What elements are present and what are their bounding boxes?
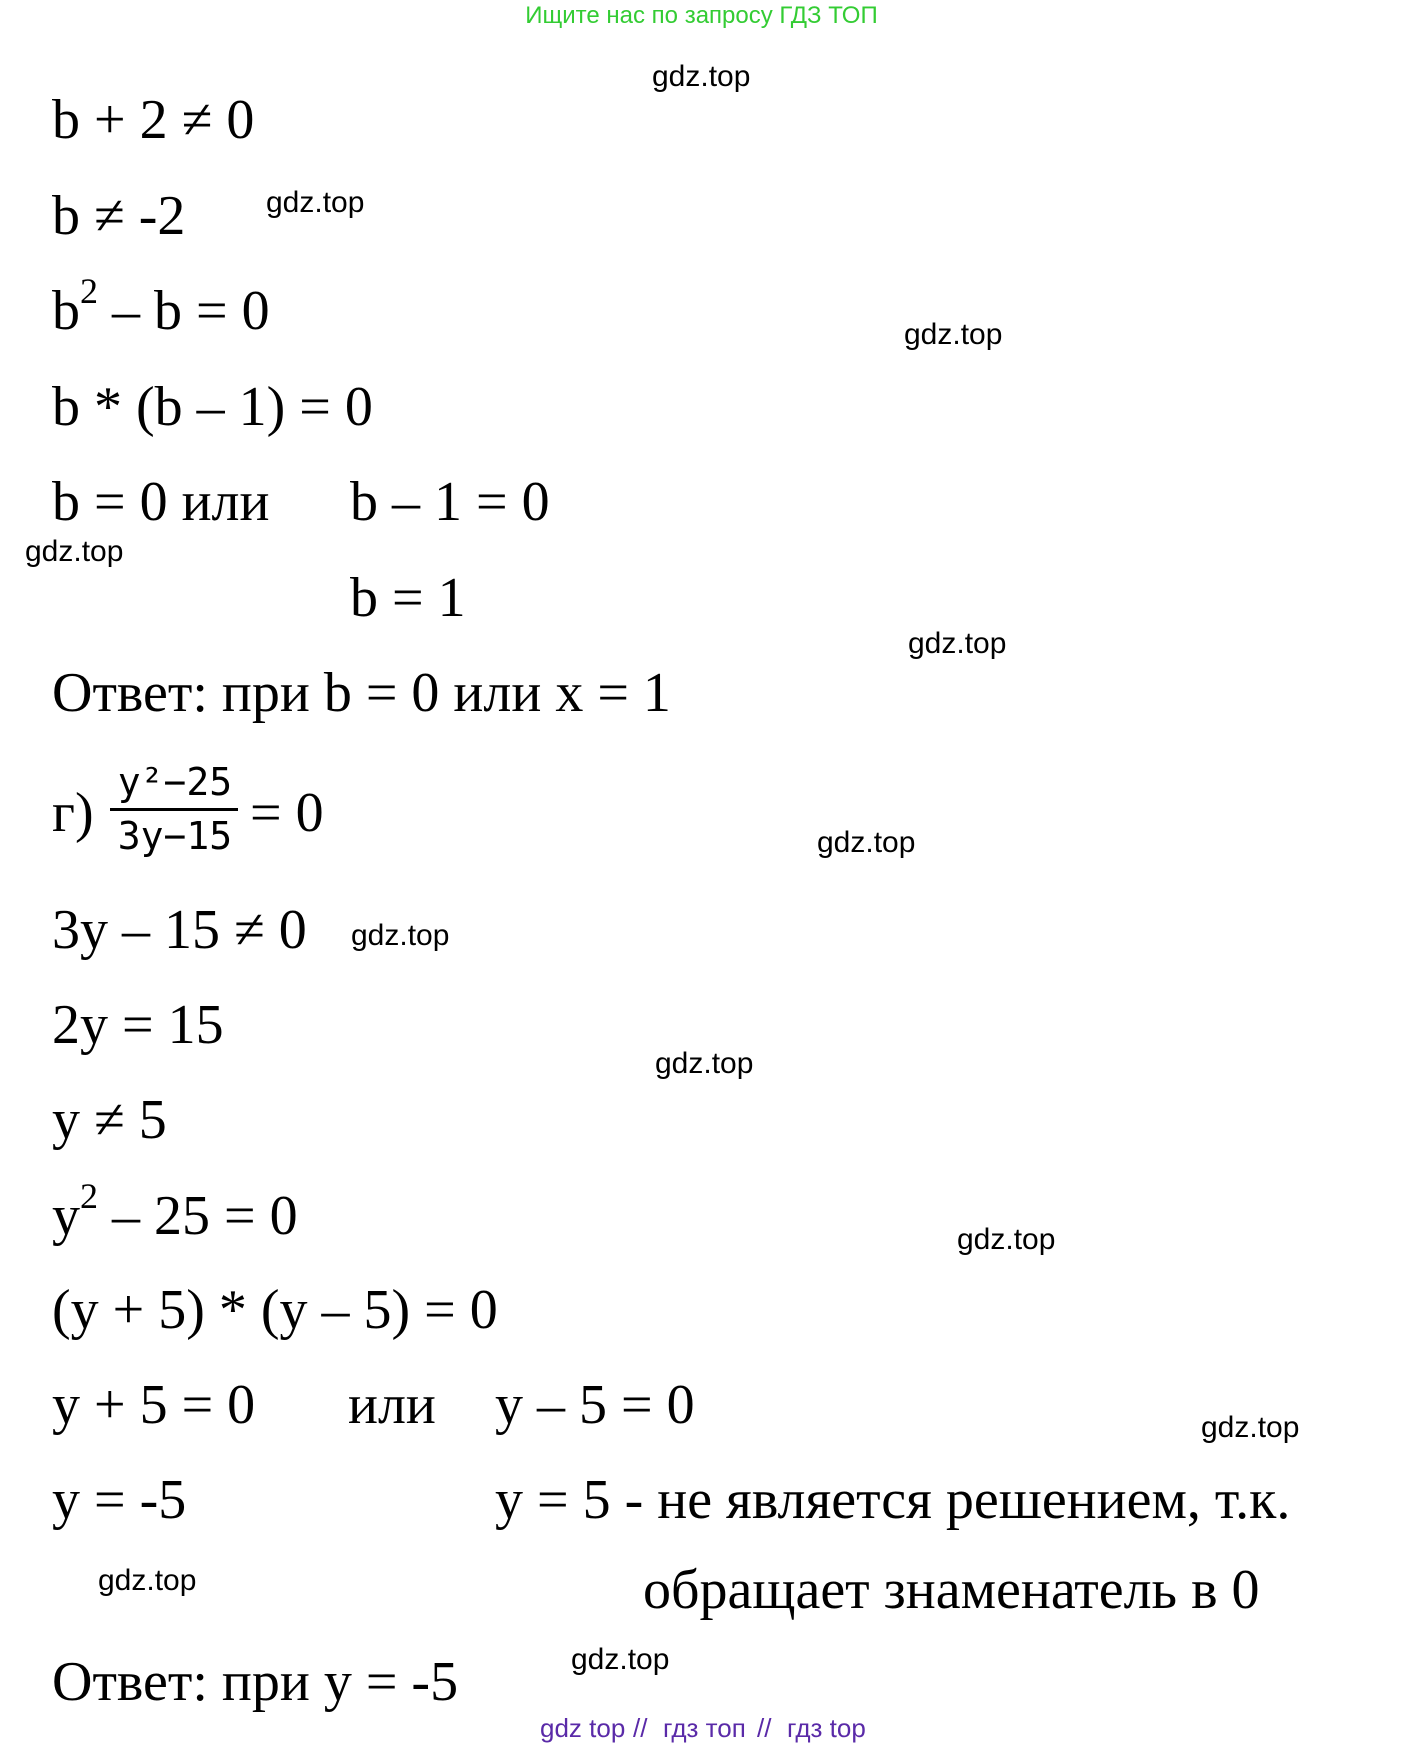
math-line-13: (y + 5) * (y – 5) = 0 <box>52 1279 498 1341</box>
footer-link-gdz-top-mixed[interactable]: гдз top <box>787 1713 866 1743</box>
watermark: gdz.top <box>904 318 1003 351</box>
math-line-12 <box>52 1176 298 1247</box>
math-line-14-left: y + 5 = 0 <box>52 1374 256 1436</box>
math-line-16: обращает знаменатель в 0 <box>643 1559 1260 1621</box>
math-line-5-left: b = 0 или <box>52 471 270 533</box>
math-line-3-exponent: 2 <box>80 271 98 312</box>
watermark: gdz.top <box>655 1047 754 1080</box>
math-line-1: b + 2 ≠ 0 <box>52 89 255 151</box>
footer-separator: // <box>757 1713 772 1743</box>
math-line-11: y ≠ 5 <box>52 1089 167 1151</box>
math-line-4: b * (b – 1) = 0 <box>52 376 373 438</box>
math-line-3-rest: – b = 0 <box>98 280 270 342</box>
math-line-3-base: b <box>52 280 80 342</box>
watermark: gdz.top <box>98 1564 197 1597</box>
part-g-label: г) <box>52 782 94 844</box>
math-line-5-right: b – 1 = 0 <box>350 471 550 533</box>
watermark: gdz.top <box>571 1643 670 1676</box>
watermark: gdz.top <box>1201 1411 1300 1444</box>
search-banner[interactable]: Ищите нас по запросу ГДЗ ТОП <box>525 2 878 29</box>
math-line-10: 2y = 15 <box>52 994 224 1056</box>
answer-line-y: Ответ: при y = -5 <box>52 1651 459 1713</box>
watermark: gdz.top <box>351 919 450 952</box>
fraction-denominator: 3y−15 <box>117 814 233 858</box>
answer-line-b: Ответ: при b = 0 или x = 1 <box>52 662 671 724</box>
math-line-15-right: y = 5 - не является решением, т.к. <box>495 1469 1291 1531</box>
fraction-bar <box>110 808 238 811</box>
watermark: gdz.top <box>817 826 916 859</box>
math-line-14-mid: или <box>348 1374 436 1436</box>
watermark: gdz.top <box>957 1223 1056 1256</box>
math-line-15-left: y = -5 <box>52 1469 187 1531</box>
footer-separator: // <box>633 1713 648 1743</box>
fraction-numerator: y²−25 <box>117 760 233 804</box>
watermark: gdz.top <box>266 186 365 219</box>
math-line-2: b ≠ -2 <box>52 185 186 247</box>
math-line-6: b = 1 <box>350 567 466 629</box>
footer-link-gdz-top-ru[interactable]: гдз топ <box>663 1713 746 1743</box>
part-g-equals: = 0 <box>250 782 324 844</box>
watermark: gdz.top <box>25 535 124 568</box>
footer-link-gdz-top[interactable]: gdz top <box>540 1713 626 1743</box>
math-line-9: 3y – 15 ≠ 0 <box>52 899 307 961</box>
watermark: gdz.top <box>652 60 751 93</box>
math-line-12-base: y <box>52 1185 80 1247</box>
math-line-14-right: y – 5 = 0 <box>495 1374 695 1436</box>
watermark: gdz.top <box>908 627 1007 660</box>
math-line-12-exponent: 2 <box>80 1176 98 1217</box>
math-line-3 <box>52 271 270 342</box>
math-line-12-rest: – 25 = 0 <box>98 1185 298 1247</box>
